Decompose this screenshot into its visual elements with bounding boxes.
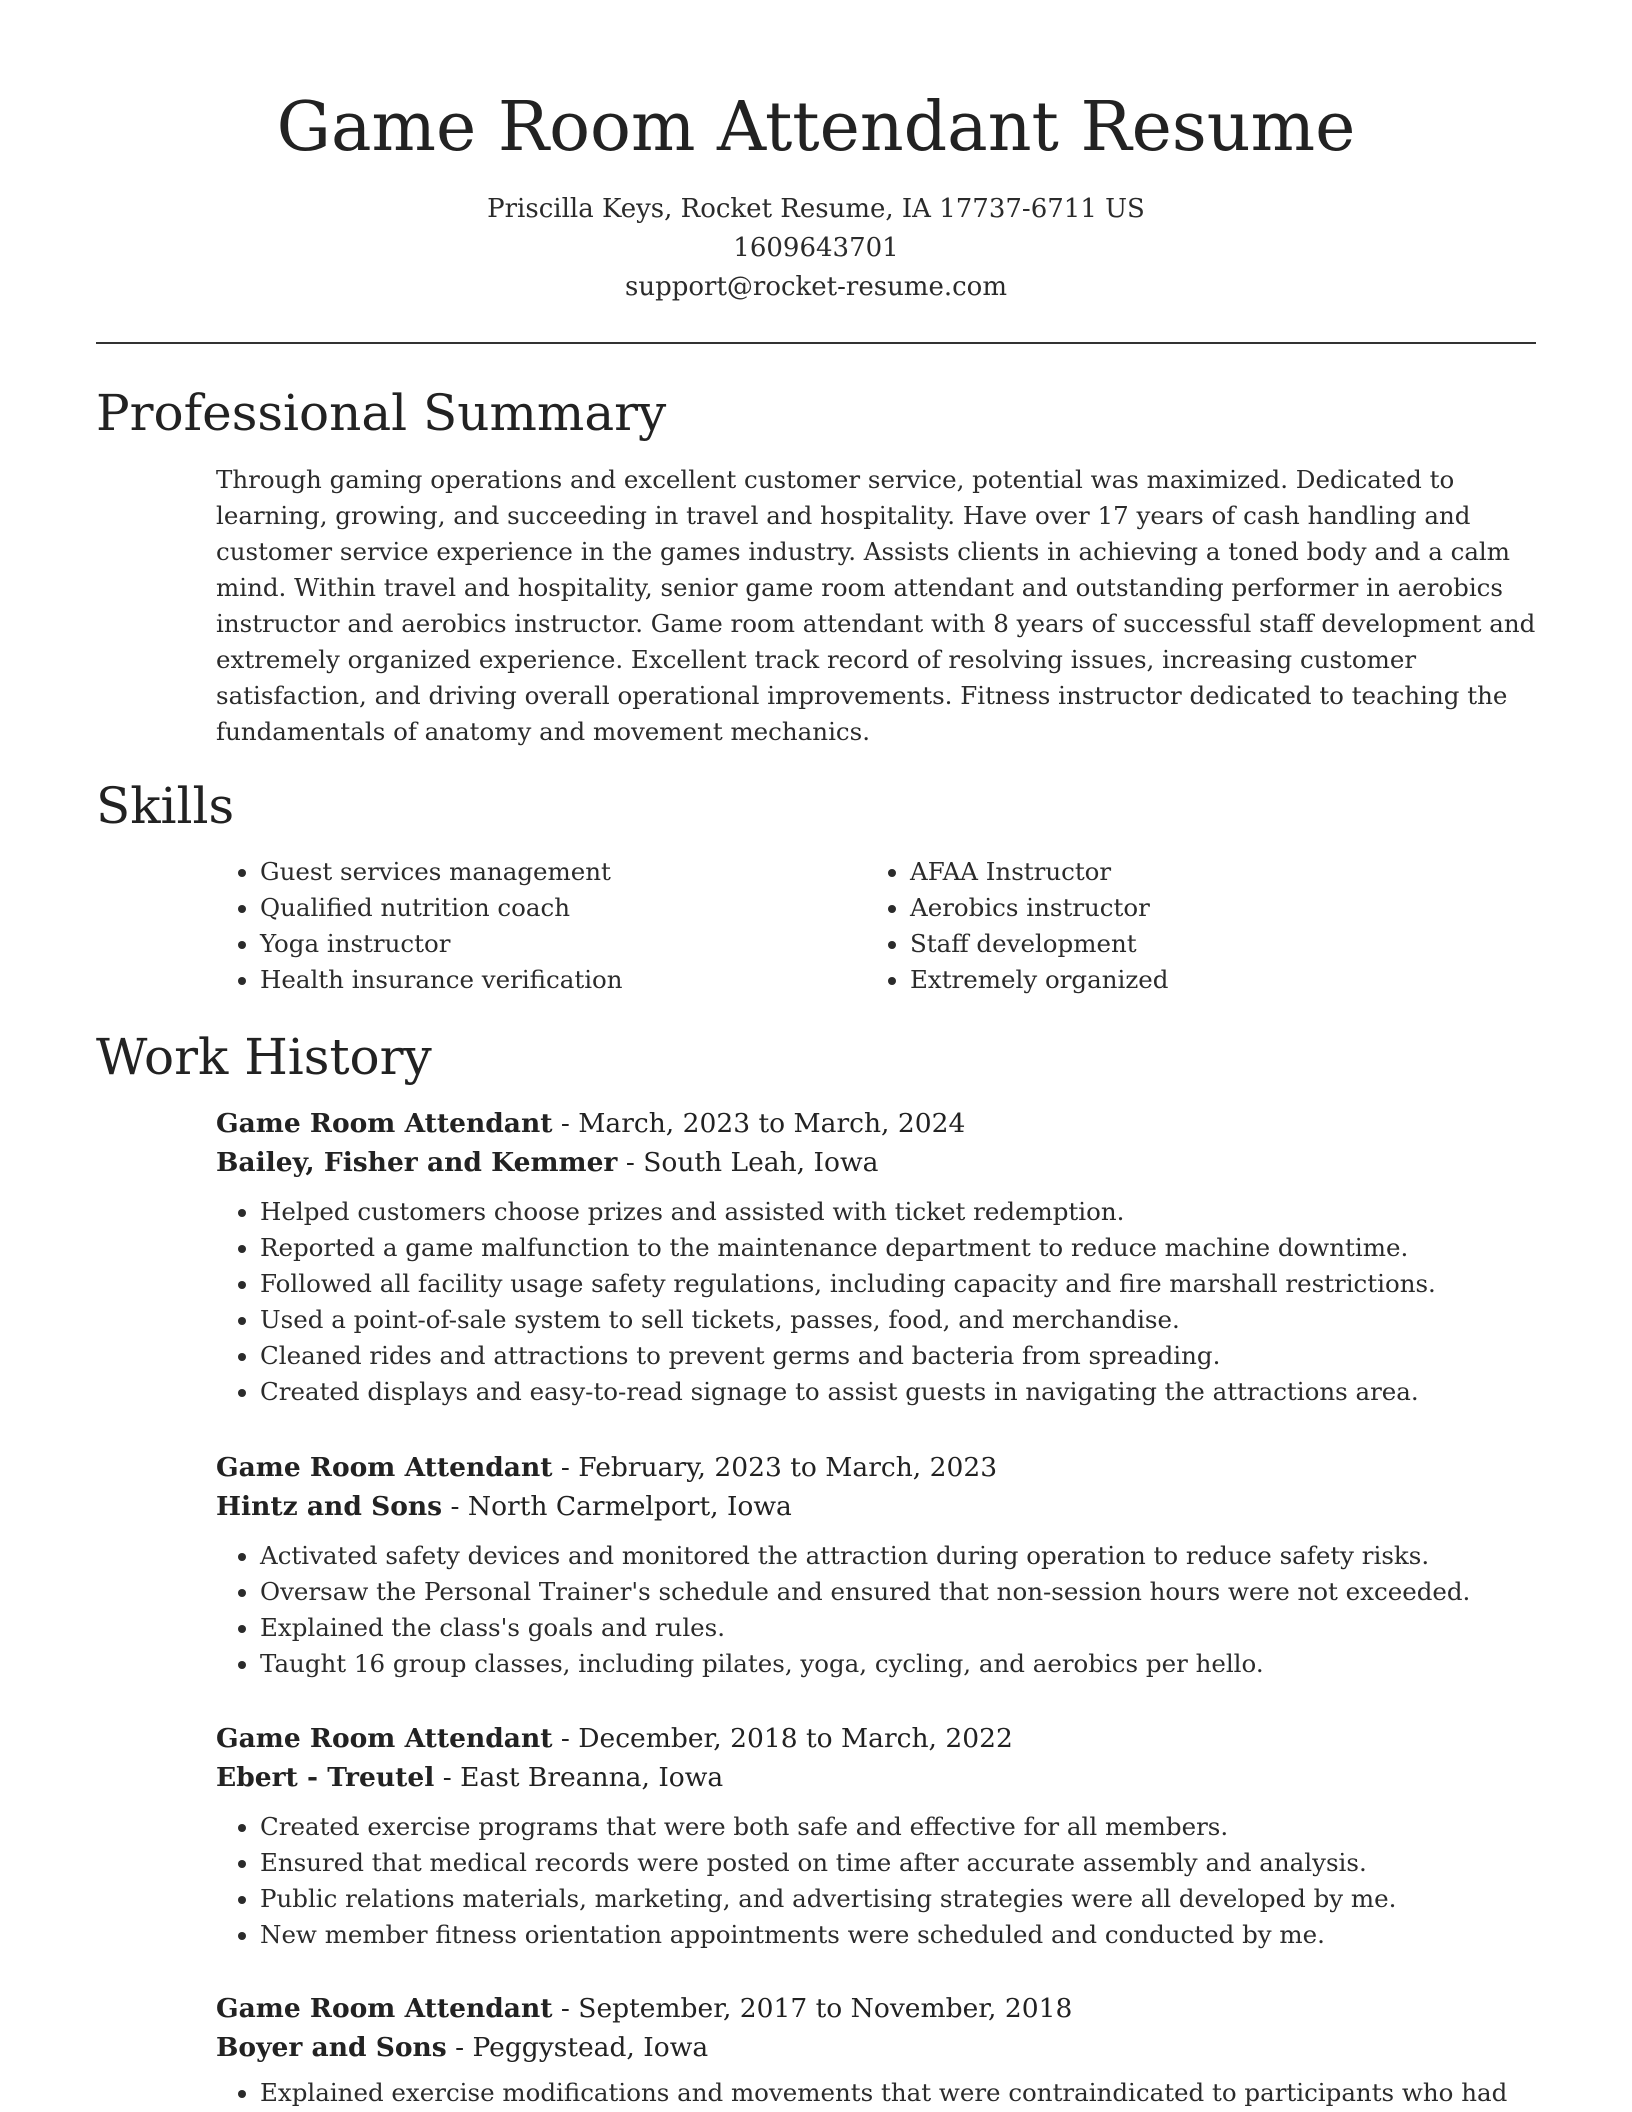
job-bullet: • Helped customers choose prizes and assisted with ticket redemption. [260, 1194, 1536, 1230]
contact-email: support@rocket-resume.com [624, 272, 1007, 302]
skills-left-column [216, 854, 623, 998]
job-company-line [216, 2028, 1536, 2067]
job-dates: - December, 2018 to March, 2022 [552, 1723, 1013, 1754]
job-title-line [216, 1448, 1536, 1487]
job-location: - Peggystead, Iowa [446, 2032, 709, 2063]
job-company-line [216, 1758, 1536, 1797]
job-bullet: • Used a point-of-sale system to sell tickets, passes, food, and merchandise. [260, 1302, 1536, 1338]
job-dates: - September, 2017 to November, 2018 [552, 1993, 1073, 2024]
job-title: Game Room Attendant [216, 1108, 553, 1139]
header-divider [96, 342, 1536, 344]
job-bullet: • Followed all facility usage safety regulations, including capacity and fire marshall restrictions. [260, 1266, 1536, 1302]
skill-item: • Aerobics instructor [910, 890, 1168, 926]
contact-address: Priscilla Keys, Rocket Resume, IA 17737-6711 US [487, 194, 1145, 224]
job-bullet: • Oversaw the Personal Trainer's schedule and ensured that non-session hours were not exceeded. [260, 1574, 1536, 1610]
skill-item: • Yoga instructor [260, 926, 623, 962]
job-location: - South Leah, Iowa [617, 1147, 879, 1178]
skill-item: • Qualified nutrition coach [260, 890, 623, 926]
job-bullet: • Activated safety devices and monitored the attraction during operation to reduce safety risks. [260, 1538, 1536, 1574]
job-entry [216, 1448, 1536, 1682]
job-bullet: • Explained exercise modifications and movements that were contraindicated to participants who had [260, 2075, 1536, 2111]
skills-heading: Skills [96, 777, 235, 835]
job-bullet: • Public relations materials, marketing, and advertising strategies were all developed by me. [260, 1881, 1536, 1917]
job-bullet: • Reported a game malfunction to the maintenance department to reduce machine downtime. [260, 1230, 1536, 1266]
job-company: Bailey, Fisher and Kemmer [216, 1147, 618, 1178]
job-title: Game Room Attendant [216, 1723, 553, 1754]
job-dates: - February, 2023 to March, 2023 [552, 1452, 998, 1483]
job-company-line [216, 1143, 1536, 1182]
skill-item: • Extremely organized [910, 962, 1168, 998]
job-company: Hintz and Sons [216, 1491, 443, 1522]
job-title-line [216, 1719, 1536, 1758]
job-title-line [216, 1104, 1536, 1143]
work-history-heading: Work History [96, 1028, 432, 1086]
skills-right-column [866, 854, 1168, 998]
job-title: Game Room Attendant [216, 1452, 553, 1483]
job-bullet: • Cleaned rides and attractions to prevent germs and bacteria from spreading. [260, 1338, 1536, 1374]
job-location: - East Breanna, Iowa [434, 1762, 724, 1793]
contact-phone: 1609643701 [733, 233, 899, 263]
job-entry [216, 1989, 1536, 2111]
skill-item: • Staff development [910, 926, 1168, 962]
job-company: Ebert - Treutel [216, 1762, 435, 1793]
skill-item: • Health insurance verification [260, 962, 623, 998]
job-bullet: • Created displays and easy-to-read signage to assist guests in navigating the attractions area. [260, 1374, 1536, 1410]
job-location: - North Carmelport, Iowa [442, 1491, 792, 1522]
contact-block [0, 190, 1632, 307]
job-bullet: • Explained the class's goals and rules. [260, 1610, 1536, 1646]
job-company-line [216, 1487, 1536, 1526]
job-entry [216, 1719, 1536, 1953]
summary-text: Through gaming operations and excellent customer service, potential was maximized. Dedicated to learning, growing, and succeeding in travel and hospitality. Have over 17 years of cash handling and customer service experience in the games industry. Assists clients in achieving a toned body and a calm mind. Within travel and hospitality, senior game room attendant and outstanding performer in aerobics instructor and aerobics instructor. Game room attendant with 8 years of successful staff development and extremely organized experience. Excellent track record of resolving issues, increasing customer satisfaction, and driving overall operational improvements. Fitness instructor dedicated to teaching the fundamentals of anatomy and movement mechanics. [216, 465, 1536, 746]
skill-item: • AFAA Instructor [910, 854, 1168, 890]
job-bullet: • Taught 16 group classes, including pilates, yoga, cycling, and aerobics per hello. [260, 1646, 1536, 1682]
job-bullet: • Created exercise programs that were both safe and effective for all members. [260, 1809, 1536, 1845]
job-bullet: • New member fitness orientation appointments were scheduled and conducted by me. [260, 1917, 1536, 1953]
skill-item: • Guest services management [260, 854, 623, 890]
resume-title: Game Room Attendant Resume [276, 88, 1356, 167]
job-dates: - March, 2023 to March, 2024 [552, 1108, 966, 1139]
job-entry [216, 1104, 1536, 1410]
summary-heading: Professional Summary [96, 384, 667, 442]
job-title-line [216, 1989, 1536, 2028]
job-company: Boyer and Sons [216, 2032, 447, 2063]
job-bullet: • Ensured that medical records were posted on time after accurate assembly and analysis. [260, 1845, 1536, 1881]
job-title: Game Room Attendant [216, 1993, 553, 2024]
